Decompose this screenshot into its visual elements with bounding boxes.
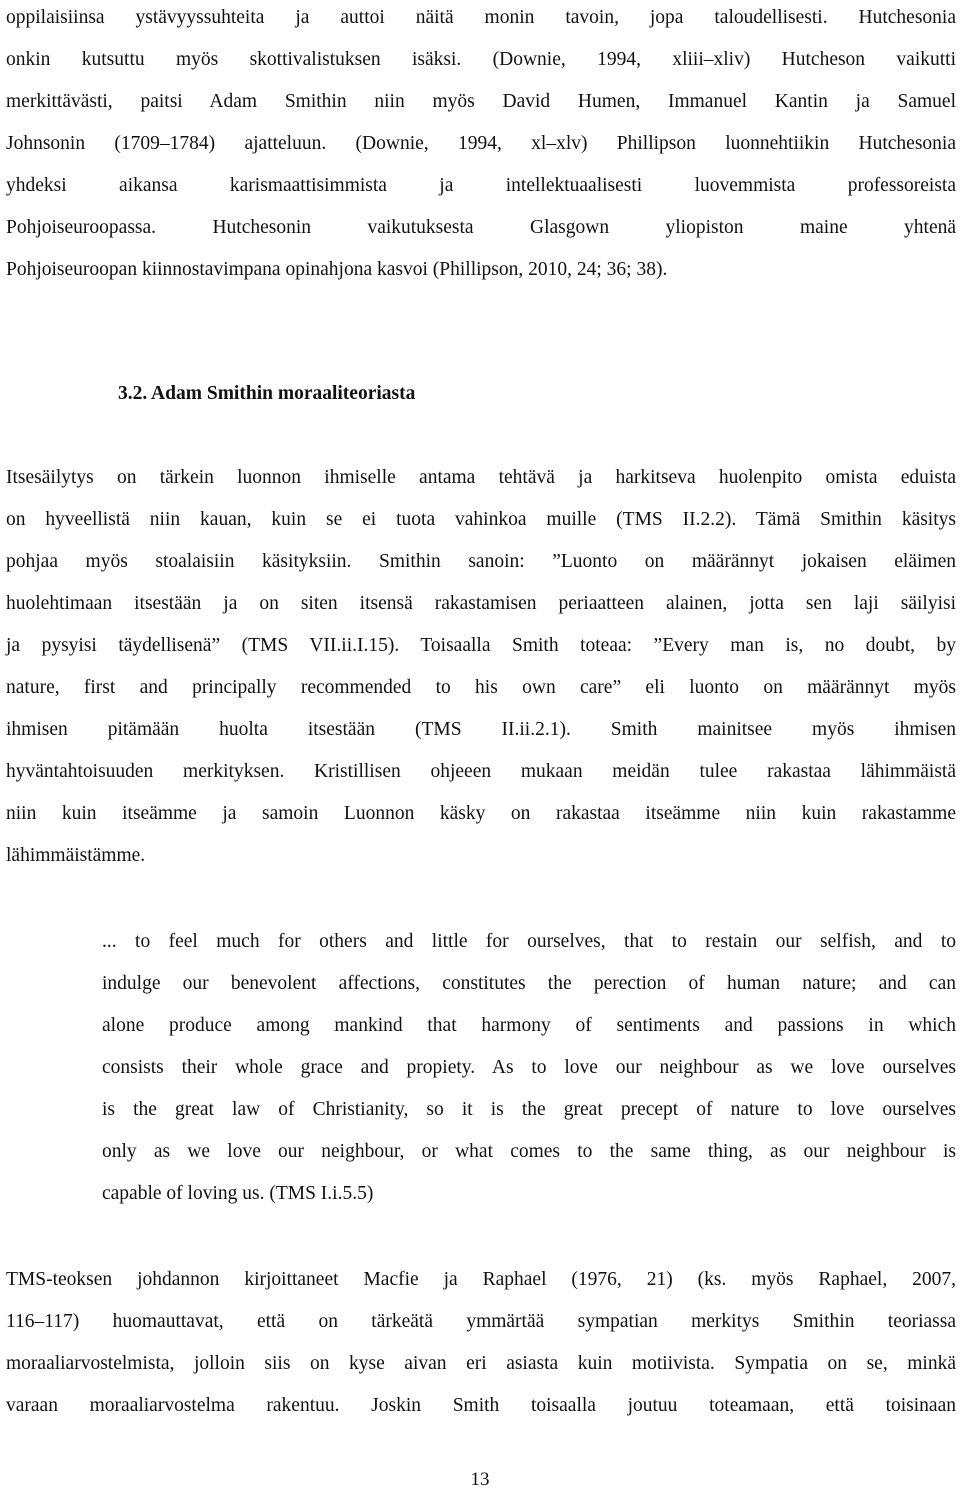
- quote-line: is the great law of Christianity, so it is the great precept of nature to love ourselves: [102, 1099, 956, 1120]
- paragraph-line: huolehtimaan itsestään ja on siten itsensä rakastamisen periaatteen alainen, jotta sen laji säilyisi: [6, 593, 956, 614]
- quote-line: alone produce among mankind that harmony of sentiments and passions in which: [102, 1015, 956, 1036]
- paragraph-line: Pohjoiseuroopassa. Hutchesonin vaikutuksesta Glasgown yliopiston maine yhtenä: [6, 217, 956, 238]
- paragraph-line: niin kuin itseämme ja samoin Luonnon käsky on rakastaa itseämme niin kuin rakastamme: [6, 803, 956, 824]
- paragraph-line: on hyveellistä niin kauan, kuin se ei tuota vahinkoa muille (TMS II.2.2). Tämä Smithin käsitys: [6, 509, 956, 530]
- quote-line: ... to feel much for others and little for ourselves, that to restain our selfish, and to: [102, 931, 956, 952]
- quote-line: only as we love our neighbour, or what comes to the same thing, as our neighbour is: [102, 1141, 956, 1162]
- paragraph-line: nature, first and principally recommended to his own care” eli luonto on määrännyt myös: [6, 677, 956, 698]
- paragraph-line: 116–117) huomauttavat, että on tärkeätä ymmärtää sympatian merkitys Smithin teoriassa: [6, 1311, 956, 1332]
- paragraph-line: pohjaa myös stoalaisiin käsityksiin. Smithin sanoin: ”Luonto on määrännyt jokaisen eläimen: [6, 551, 956, 572]
- page-number: 13: [470, 1469, 490, 1490]
- paragraph-line: hyväntahtoisuuden merkityksen. Kristillisen ohjeeen mukaan meidän tulee rakastaa lähimmäistä: [6, 761, 956, 782]
- paragraph-line: ja pysyisi täydellisenä” (TMS VII.ii.I.15). Toisaalla Smith toteaa: ”Every man is, no doubt, by: [6, 635, 956, 656]
- quote-line: indulge our benevolent affections, constitutes the perection of human nature; and can: [102, 973, 956, 994]
- quote-line: consists their whole grace and propiety. As to love our neighbour as we love ourselves: [102, 1057, 956, 1078]
- paragraph-line: Itsesäilytys on tärkein luonnon ihmiselle antama tehtävä ja harkitseva huolenpito omista eduista: [6, 467, 956, 488]
- paragraph-line: TMS-teoksen johdannon kirjoittaneet Macfie ja Raphael (1976, 21) (ks. myös Raphael, 2007,: [6, 1269, 956, 1290]
- paragraph-line: oppilaisiinsa ystävyyssuhteita ja auttoi näitä monin tavoin, jopa taloudellisesti. Hutchesonia: [6, 7, 956, 28]
- paragraph-line: yhdeksi aikansa karismaattisimmista ja intellektuaalisesti luovemmista professoreista: [6, 175, 956, 196]
- paragraph-line: Johnsonin (1709–1784) ajatteluun. (Downie, 1994, xl–xlv) Phillipson luonnehtiikin Hutchesonia: [6, 133, 956, 154]
- section-heading: 3.2. Adam Smithin moraaliteoriasta: [118, 383, 416, 404]
- paragraph-line: varaan moraaliarvostelma rakentuu. Joskin Smith toisaalla joutuu toteamaan, että toisinaan: [6, 1395, 956, 1416]
- paragraph-line: moraaliarvostelmista, jolloin siis on kyse aivan eri asiasta kuin motiivista. Sympatia on se, minkä: [6, 1353, 956, 1374]
- paragraph-line: ihmisen pitämään huolta itsestään (TMS II.ii.2.1). Smith mainitsee myös ihmisen: [6, 719, 956, 740]
- quote-line: capable of loving us. (TMS I.i.5.5): [102, 1183, 374, 1204]
- paragraph-line: onkin kutsuttu myös skottivalistuksen isäksi. (Downie, 1994, xliii–xliv) Hutcheson vaikutti: [6, 49, 956, 70]
- paragraph-line: lähimmäistämme.: [6, 845, 146, 866]
- paragraph-line: merkittävästi, paitsi Adam Smithin niin myös David Humen, Immanuel Kantin ja Samuel: [6, 91, 956, 112]
- paragraph-line: Pohjoiseuroopan kiinnostavimpana opinahjona kasvoi (Phillipson, 2010, 24; 36; 38).: [6, 259, 668, 280]
